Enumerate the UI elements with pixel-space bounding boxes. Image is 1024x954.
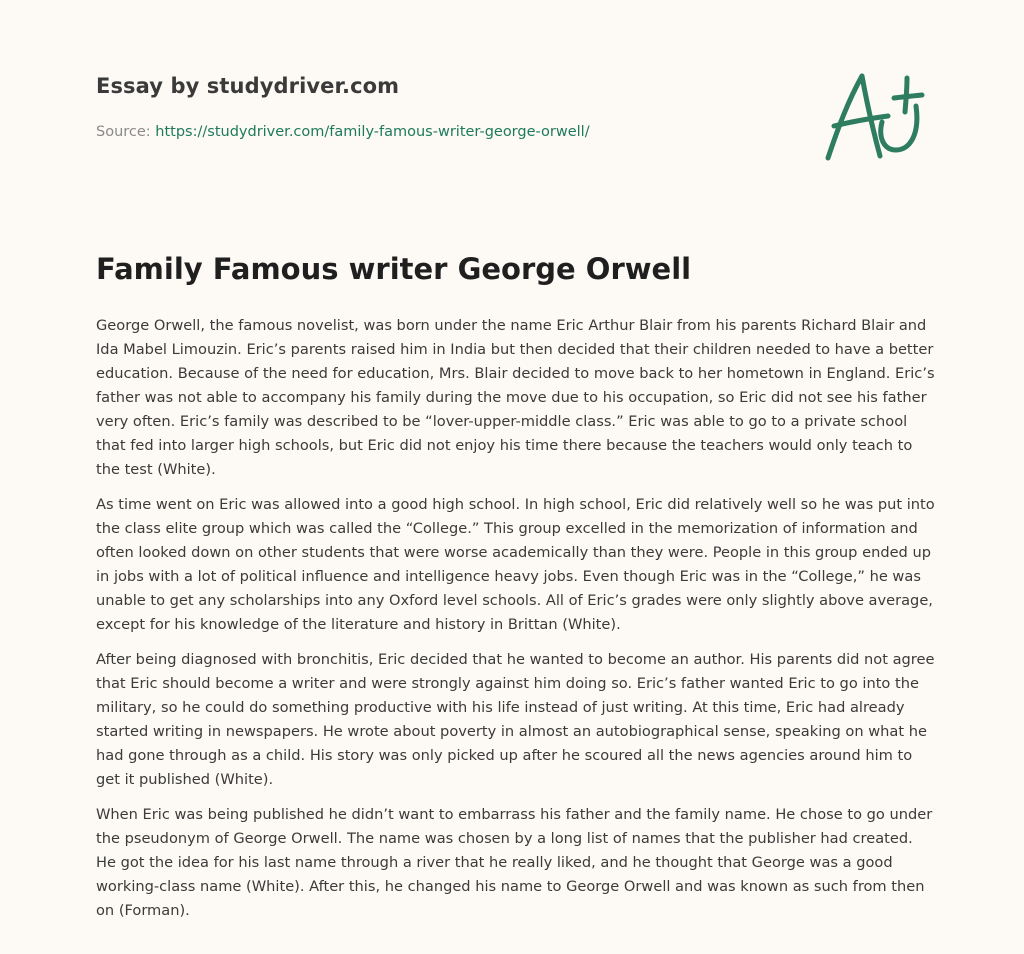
site-brand: Essay by studydriver.com <box>96 74 400 98</box>
source-label: Source: <box>96 124 156 140</box>
paragraph-1: George Orwell, the famous novelist, was born under the name Eric Arthur Blair from his parents Richard Blair and Ida Mabel Limouzin. Eric’s parents raised him in India but then decided that their children needed to have a better education. Because of the need for education, Mrs. Blair decided to move back to her hometown in England. Eric’s father was not able to accompany his family during the move due to his occupation, so Eric did not see his father very often. Eric’s family was described to be “lover-upper-middle class.” Eric was able to go to a private school that fed into larger high schools, but Eric did not enjoy his time there because the teachers would only teach to the test (White). <box>96 317 935 478</box>
paragraph-4: When Eric was being published he didn’t want to embarrass his father and the family name. He chose to go under the pseudonym of George Orwell. The name was chosen by a long list of names that the publisher had created. He got the idea for his last name through a river that he really liked, and he thought that George was a good working-class name (White). After this, he changed his name to George Orwell and was known as such from then on (Forman). <box>96 806 933 919</box>
paragraph-2: As time went on Eric was allowed into a good high school. In high school, Eric did relatively well so he was put into the class elite group which was called the “College.” This group excelled in the memorization of information and often looked down on other students that were worse academically than they were. People in this group ended up in jobs with a lot of political influence and intelligence heavy jobs. Even though Eric was in the “College,” he was unable to get any scholarships into any Oxford level schools. All of Eric’s grades were only slightly above average, except for his knowledge of the literature and history in Brittan (White). <box>96 496 935 633</box>
source-line <box>96 124 590 140</box>
paragraph-3: After being diagnosed with bronchitis, Eric decided that he wanted to become an author. His parents did not agree that Eric should become a writer and were strongly against him doing so. Eric’s father wanted Eric to go into the military, so he could do something productive with his life instead of just writing. At this time, Eric had already started writing in newspapers. He wrote about poverty in almost an autobiographical sense, speaking on what he had gone through as a child. His story was only picked up after he scoured all the news agencies around him to get it published (White). <box>96 651 935 788</box>
source-link[interactable]: https://studydriver.com/family-famous-writer-george-orwell/ <box>155 124 590 140</box>
a-plus-logo-icon <box>818 66 930 166</box>
essay-body <box>96 314 936 934</box>
essay-title: Family Famous writer George Orwell <box>96 252 692 286</box>
